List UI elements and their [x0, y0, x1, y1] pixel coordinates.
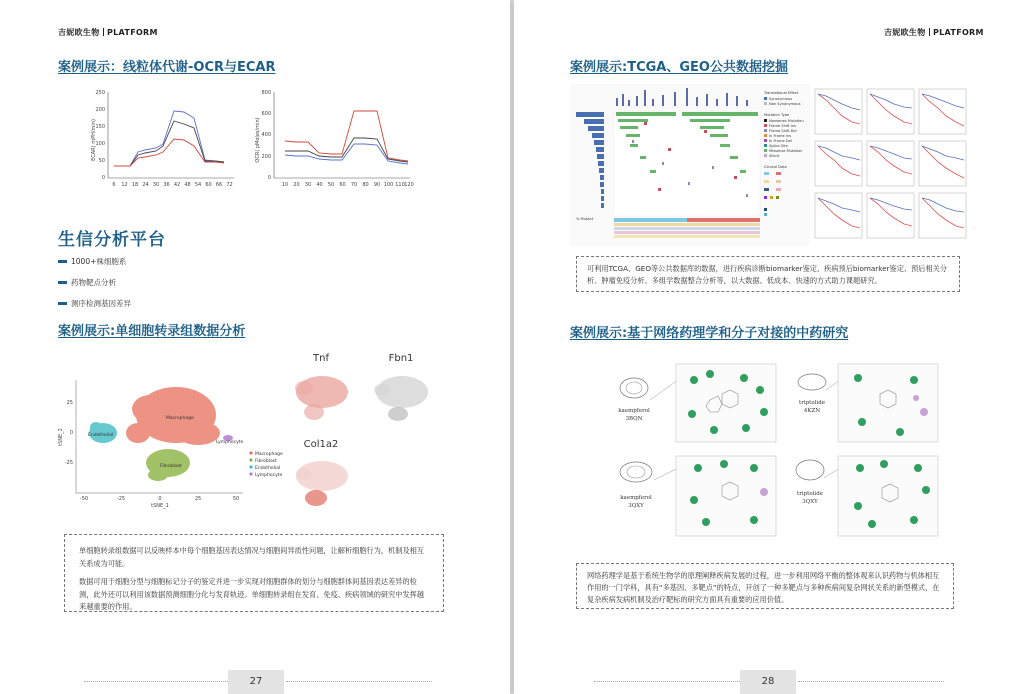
ecar-ytick: 0 — [101, 175, 105, 181]
ecar-series-blue — [114, 111, 224, 166]
oncoprint-clinical-tracks — [614, 218, 760, 238]
ecar-xtick: 6 — [112, 182, 116, 188]
ocr-xtick: 30 — [304, 182, 312, 188]
description-paragraph: 数据可用于细胞分型与细胞标记分子的鉴定并进一步实现对细胞群体的划分与细胞群体间基因表达差异的检测，此外还可以利用该数据预测细胞分化与发育轨迹。单细胞转录组在发育、免疫、疾病领域的研究中发挥越来越重要的作用。 — [79, 577, 425, 612]
tsne-legend-item: Lymphocyte — [255, 473, 283, 478]
bullet-text: 1000+株细胞系 — [71, 257, 127, 266]
feature-plot-title: Col1a2 — [303, 439, 339, 450]
ocr-xtick: 80 — [362, 182, 369, 188]
tsne-ylabel: tSNE_2 — [58, 428, 64, 446]
ocr-series-blue — [285, 144, 408, 164]
ecar-xticks — [112, 182, 232, 188]
tsne-legend-item: Macrophage — [255, 452, 283, 457]
tsne-cluster-label: Endothelial — [88, 433, 114, 438]
tsne-xtick: 0 — [158, 496, 162, 502]
docking-pdb: 4KZN — [803, 408, 821, 414]
km-survival-grid — [812, 86, 970, 242]
page-number: 28 — [740, 670, 796, 694]
feature-plot-title: Fbn1 — [388, 353, 414, 364]
bullet-text: 药物靶点分析 — [71, 278, 116, 287]
docking-compound: triptolide — [797, 491, 823, 497]
ocr-ytick: 200 — [261, 154, 271, 160]
bullet-dash — [58, 302, 67, 305]
tsne-plot — [58, 375, 288, 510]
svg-text:Frame Shift Del: Frame Shift Del — [769, 129, 797, 133]
feature-plot-fbn1 — [362, 350, 440, 438]
ecar-xtick: 54 — [194, 182, 202, 188]
ocr-xtick: 50 — [327, 182, 335, 188]
ecar-ytick: 150 — [95, 124, 105, 130]
description-paragraph: 可利用TCGA、GEO等公共数据库的数据，进行疾病诊断biomarker鉴定、疾病预后biomarker鉴定、预后相关分析、肿瘤免疫分析、多组学数据整合分析等，以大数据、低成本、快速的方式助力课题研究。 — [587, 264, 948, 286]
section-title-tcga-geo: 案例展示:TCGA、GEO公共数据挖掘 — [570, 60, 788, 75]
ecar-xtick: 42 — [173, 182, 181, 188]
ecar-ytick: 250 — [95, 90, 105, 96]
tsne-ytick: -25 — [64, 460, 73, 466]
ecar-xtick: 66 — [215, 182, 223, 188]
svg-text:Frame Shift Ins: Frame Shift Ins — [769, 124, 796, 128]
footer-line-right — [798, 681, 944, 682]
ecar-xtick: 12 — [121, 182, 128, 188]
left-page — [0, 0, 510, 694]
ocr-xtick: 70 — [350, 182, 358, 188]
svg-text:Silent: Silent — [769, 154, 780, 158]
tsne-xtick: 25 — [194, 496, 202, 502]
ocr-xtick: 40 — [316, 182, 323, 188]
svg-text:Clinical Data: Clinical Data — [764, 165, 787, 169]
brand-platform: PLATFORM — [107, 28, 158, 37]
svg-text:Translational Effect: Translational Effect — [764, 91, 799, 95]
ocr-xtick: 120 — [404, 182, 414, 188]
feature-plot-col1a2 — [282, 436, 360, 524]
svg-text:Nonsense Mutation: Nonsense Mutation — [769, 119, 804, 123]
brand-divider — [103, 28, 105, 36]
section-title-single-cell: 案例展示:单细胞转录组数据分析 — [58, 324, 246, 339]
tsne-xtick: 50 — [232, 496, 240, 502]
footer-line-left — [84, 681, 230, 682]
section-title-network-pharmacology: 案例展示:基于网络药理学和分子对接的中药研究 — [570, 326, 849, 341]
brand-divider — [929, 28, 931, 36]
ocr-xtick: 90 — [373, 182, 381, 188]
ecar-xtick: 48 — [184, 182, 191, 188]
docking-figure — [614, 360, 974, 550]
ocr-ylabel: OCR( pMoles/min) — [255, 117, 261, 163]
single-cell-description — [64, 534, 444, 612]
ecar-series-green — [114, 121, 224, 166]
ocr-ytick: 600 — [261, 111, 271, 117]
tcga-description — [576, 256, 960, 292]
ocr-ytick: 800 — [261, 90, 271, 96]
ecar-ylabel: ECAR( mPH/min) — [91, 119, 97, 161]
svg-text:In Frame Ins: In Frame Ins — [769, 134, 792, 138]
docking-panel-3 — [620, 456, 776, 536]
footer-line-right — [286, 681, 432, 682]
docking-compound: kaempferol — [620, 495, 652, 501]
platform-title: 生信分析平台 — [58, 230, 166, 250]
right-page — [514, 0, 1024, 694]
tsne-legend-item: Endothelial — [255, 466, 281, 471]
tsne-cluster-label: Macrophage — [166, 416, 194, 421]
ecar-xtick: 24 — [142, 182, 149, 188]
docking-compound: triptolide — [799, 400, 825, 406]
tsne-cluster-label: Fibroblast — [160, 464, 182, 469]
tsne-legend — [249, 451, 283, 478]
tsne-legend-item: Fibroblast — [255, 459, 277, 464]
ocr-xtick: 110 — [395, 182, 405, 188]
ecar-xtick: 18 — [131, 182, 139, 188]
description-paragraph: 单细胞转录组数据可以反映样本中每个细胞基因表达情况与细胞间异质性问题，让解析细胞行为，机制及相互关系成为可能。 — [79, 546, 425, 568]
page-number: 27 — [228, 670, 284, 694]
ocr-xticks — [282, 182, 414, 188]
brand-platform: PLATFORM — [933, 28, 984, 37]
ecar-xtick: 60 — [205, 182, 212, 188]
ecar-xtick: 36 — [163, 182, 170, 188]
svg-text:In Frame Del: In Frame Del — [769, 139, 792, 143]
svg-text:Missense Mutation: Missense Mutation — [769, 149, 803, 153]
tsne-xtick: -50 — [79, 496, 89, 502]
docking-panel-1 — [618, 364, 776, 442]
ocr-xtick: 10 — [281, 182, 289, 188]
brand-name: 吉妮欧生物 — [884, 28, 926, 37]
feature-plot-tnf — [282, 350, 360, 438]
brand-name: 吉妮欧生物 — [58, 28, 100, 37]
feature-plot-title: Tnf — [313, 353, 329, 364]
ocr-chart — [252, 88, 412, 190]
bullet-dash — [58, 281, 67, 284]
platform-bullet-list — [58, 256, 131, 319]
bullet-item — [58, 256, 131, 267]
description-paragraph: 网络药理学是基于系统生物学的原理阐释疾病发展的过程，进一步利用网络平衡的整体观来认识药物与机体相互作用的一门学科，具有“多基因、多靶点”的特点，开创了一种多靶点与多种疾病间复杂网状关系的新型模式，在复杂疾病发病机制及治疗靶标的研究方面具有重要的应用价值。 — [587, 571, 940, 605]
ecar-xtick: 30 — [152, 182, 160, 188]
docking-pdb: 3BQN — [625, 416, 643, 422]
svg-text:Non Synonymous: Non Synonymous — [769, 102, 801, 106]
oncoprint-matrix — [614, 112, 760, 216]
section-title-ocr-ecar: 案例展示：线粒体代谢-OCR与ECAR — [58, 60, 276, 75]
ocr-ytick: 0 — [267, 175, 271, 181]
ocr-xtick: 100 — [383, 182, 394, 188]
svg-text:Synonymous: Synonymous — [769, 97, 793, 101]
tsne-xlabel: tSNE_1 — [151, 503, 169, 509]
docking-pdb: 3QXY — [628, 503, 644, 509]
oncoprint-figure — [570, 84, 810, 246]
ocr-xtick: 60 — [339, 182, 346, 188]
tsne-ytick: 0 — [69, 430, 73, 436]
ocr-xtick: 20 — [293, 182, 300, 188]
bullet-item — [58, 277, 131, 288]
bullet-item — [58, 298, 131, 309]
bullet-dash — [58, 260, 67, 263]
ecar-ytick: 50 — [98, 158, 105, 164]
tsne-ytick: 25 — [66, 400, 73, 406]
network-pharmacology-description — [576, 563, 954, 609]
bullet-text: 测序检测基因差异 — [71, 299, 131, 308]
svg-text:Mutation Type: Mutation Type — [764, 113, 790, 117]
footer-line-left — [594, 681, 740, 682]
tsne-xtick: -25 — [116, 496, 126, 502]
ecar-series-red — [114, 139, 224, 166]
oncoprint-footer-label: % Mutant — [576, 217, 594, 221]
docking-compound: kaempferol — [618, 408, 650, 414]
brand-header — [884, 27, 984, 38]
ecar-ytick: 200 — [95, 107, 105, 113]
docking-panel-2 — [798, 364, 938, 442]
ecar-ytick: 100 — [95, 141, 105, 147]
docking-pdb: 3QXY — [802, 499, 818, 505]
brand-header — [58, 27, 158, 38]
docking-panel-4 — [796, 456, 938, 536]
ecar-xtick: 72 — [226, 182, 233, 188]
ecar-chart — [88, 88, 238, 190]
tsne-cluster-label: Lymphocyte — [216, 440, 244, 445]
ocr-ytick: 400 — [261, 132, 271, 138]
svg-text:Splice Site: Splice Site — [769, 144, 788, 148]
